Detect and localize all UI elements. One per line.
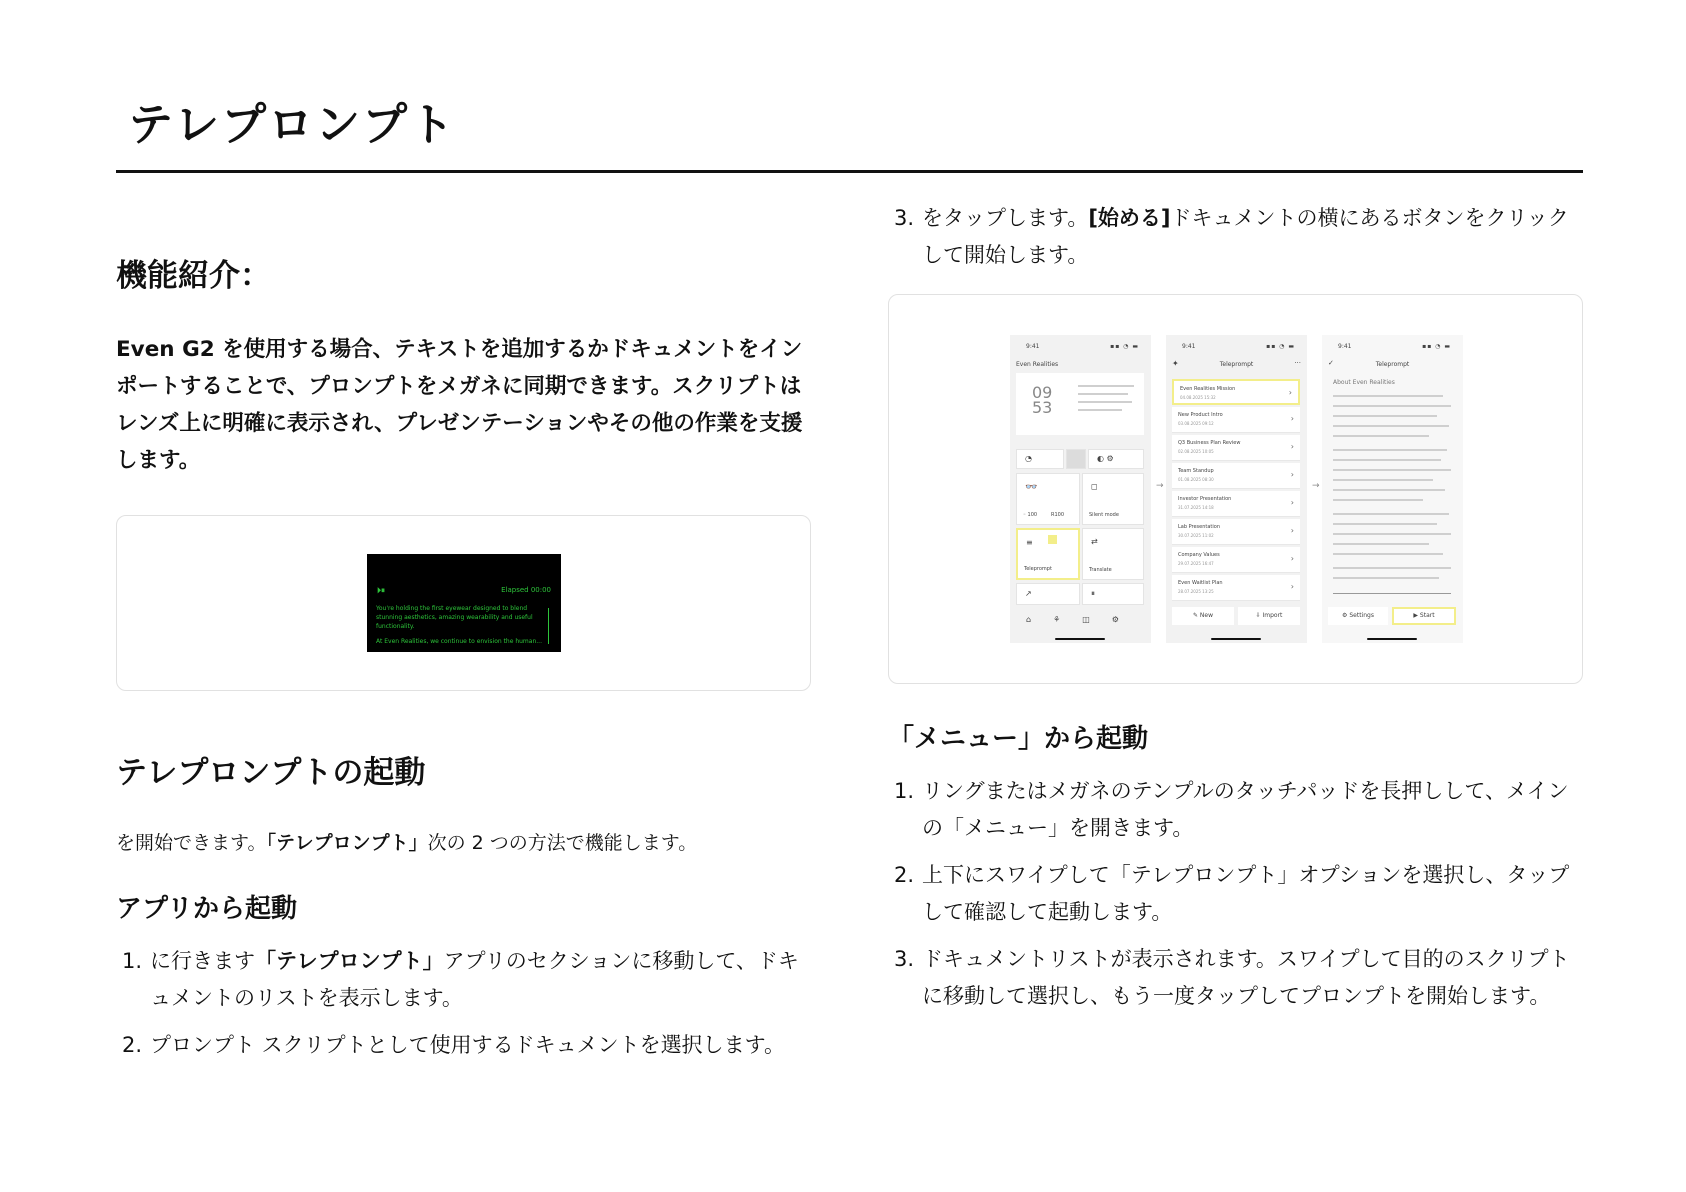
step-number: 2.	[894, 863, 915, 887]
clock-widget	[1016, 373, 1144, 435]
table-row[interactable]: Team Standup 01.08.2025 08:30 ›	[1172, 463, 1300, 489]
clock-minutes: 53	[1032, 398, 1053, 417]
step-text: プロンプト スクリプトとして使用するドキュメントを選択します。	[150, 1033, 785, 1057]
menu-steps-list	[888, 773, 1583, 1015]
feature-tile[interactable]	[1016, 583, 1080, 605]
step-number: 1.	[122, 949, 143, 973]
list-item	[888, 773, 1583, 847]
list-item	[116, 1027, 811, 1064]
app-launch-heading: アプリから起動	[116, 894, 297, 924]
bell-icon: ◻	[1091, 482, 1098, 491]
new-button[interactable]: ✎ New	[1172, 607, 1234, 625]
app-steps-continued	[888, 200, 1583, 274]
battery-right: R100	[1051, 512, 1065, 518]
start-button[interactable]: ▶ Start	[1392, 607, 1456, 625]
back-icon[interactable]: ✦	[1172, 359, 1179, 368]
page-title: テレプロンプト	[128, 98, 457, 151]
launch-heading: テレプロンプトの起動	[116, 755, 426, 791]
list-item	[116, 943, 811, 1017]
launch-intro-post: 次の 2 つの方法で機能します。	[427, 832, 698, 854]
audio-icon: ⏸	[1091, 589, 1095, 598]
chevron-right-icon: ›	[1290, 470, 1294, 479]
glass-teleprompt-display	[367, 554, 561, 652]
phone-document-view	[1322, 335, 1463, 643]
step-text: ドキュメントリストが表示されます。スワイプして目的のスクリプトに移動して選択し、もう一度タップしてプロンプトを開始します。	[922, 947, 1570, 1008]
launch-intro	[116, 828, 811, 858]
settings-button[interactable]: ⚙ Settings	[1328, 607, 1388, 625]
list-item	[888, 857, 1583, 931]
chevron-right-icon: ›	[1290, 582, 1294, 591]
home-indicator	[1055, 638, 1105, 640]
step-text: をタップします。	[922, 206, 1089, 230]
step-text: リングまたはメガネのテンプルのタッチパッドを長押しして、メインの「メニュー」を開きます。	[922, 779, 1569, 840]
glasses-tile[interactable]	[1016, 473, 1080, 525]
nav-icon: ↗	[1025, 589, 1032, 598]
elapsed-timer: Elapsed 00:00	[501, 586, 551, 594]
home-indicator	[1211, 638, 1261, 640]
title-divider	[116, 170, 1583, 173]
status-time: 9:41	[1026, 343, 1040, 350]
play-pause-icon: ⏵⏸	[377, 586, 385, 595]
list-item	[888, 941, 1583, 1015]
status-icons: ▪▪ ◔ ▬	[1110, 343, 1139, 350]
import-button[interactable]: ⇩ Import	[1238, 607, 1300, 625]
quick-toggle[interactable]	[1066, 449, 1086, 469]
silent-mode-tile[interactable]	[1082, 473, 1144, 525]
launch-intro-bold: 「テレプロンプト」	[266, 832, 428, 854]
chevron-right-icon: ›	[1290, 526, 1294, 535]
glasses-icon: 👓	[1025, 482, 1038, 493]
clock-hours: 09	[1032, 383, 1053, 402]
tile-label: Silent mode	[1089, 512, 1119, 518]
step-text: 上下にスワイプして「テレプロンプト」オプションを選択し、タップして確認して起動します。	[922, 863, 1570, 924]
chevron-right-icon: ›	[1290, 498, 1294, 507]
status-time: 9:41	[1182, 343, 1196, 350]
app-title: Even Realities	[1016, 361, 1059, 368]
step-number: 1.	[894, 779, 915, 803]
chevron-right-icon: ›	[1290, 442, 1294, 451]
step-bold: 「テレプロンプト」	[255, 949, 444, 973]
app-screens-card	[888, 294, 1583, 684]
translate-icon: ⇄	[1091, 537, 1098, 546]
table-row[interactable]: Lab Presentation 30.07.2025 11:02 ›	[1172, 519, 1300, 545]
battery-left: ◦ 100	[1023, 512, 1038, 518]
right-column	[888, 200, 1583, 1025]
step-text: アプリのセクションに移動して、ドキュメントのリストを表示します。	[150, 949, 799, 1010]
arrow-right-icon: →	[1156, 481, 1164, 491]
step-number: 3.	[894, 947, 915, 971]
feature-tile[interactable]	[1082, 583, 1144, 605]
step-number: 3.	[894, 206, 915, 230]
chevron-right-icon: ›	[1290, 414, 1294, 423]
quick-toggle[interactable]	[1088, 449, 1144, 469]
status-icons: ▪▪ ◔ ▬	[1422, 343, 1451, 350]
step-number: 2.	[122, 1033, 143, 1057]
more-icon[interactable]: ···	[1294, 359, 1301, 367]
speed-slider[interactable]	[1333, 593, 1451, 594]
table-row[interactable]: New Product Intro 03.08.2025 09:12 ›	[1172, 407, 1300, 433]
prompt-line-2: At Even Realities, we continue to envision the human...	[376, 638, 542, 645]
toggle-icon: ◔	[1025, 454, 1032, 463]
quick-toggle[interactable]	[1016, 449, 1064, 469]
table-row[interactable]: Q3 Business Plan Review 02.08.2025 10:05 ›	[1172, 435, 1300, 461]
screen-title: Teleprompt	[1375, 361, 1410, 368]
table-row[interactable]: Even Waitlist Plan 28.07.2025 13:25 ›	[1172, 575, 1300, 601]
chevron-right-icon: ›	[1288, 388, 1292, 397]
screen-title: Teleprompt	[1219, 361, 1254, 368]
tile-label: Teleprompt	[1024, 566, 1052, 572]
scroll-indicator	[548, 608, 549, 644]
phone-document-list	[1166, 335, 1307, 643]
step-bold: [始める]	[1088, 206, 1171, 230]
table-row[interactable]: Company Values 29.07.2025 16:47 ›	[1172, 547, 1300, 573]
menu-launch-heading: 「メニュー」から起動	[888, 724, 1149, 754]
status-time: 9:41	[1338, 343, 1352, 350]
features-body: Even G2 を使用する場合、テキストを追加するかドキュメントをインポートすることで、プロンプトをメガネに同期できます。スクリプトはレンズ上に明確に表示され、プレゼンテーションやその他の作業を支援します。	[116, 337, 803, 473]
chevron-right-icon: ›	[1290, 554, 1294, 563]
step-text: ドキュメントの横にあるボタンをクリックして開始します。	[922, 206, 1569, 267]
list-item	[888, 200, 1583, 274]
table-row[interactable]: Investor Presentation 31.07.2025 14:18 ›	[1172, 491, 1300, 517]
back-icon[interactable]: ✓	[1328, 359, 1334, 367]
launch-intro-pre: を開始できます。	[116, 832, 267, 854]
left-column	[116, 250, 811, 1074]
features-heading: 機能紹介：	[116, 258, 271, 294]
arrow-right-icon: →	[1312, 481, 1320, 491]
table-row[interactable]: Even Realities Mission 04.08.2025 15:32 ›	[1172, 379, 1300, 405]
glass-preview-card	[116, 515, 811, 691]
teleprompt-icon: ≡	[1026, 538, 1033, 547]
step-text: に行きます	[150, 949, 255, 973]
highlight-marker	[1048, 535, 1057, 544]
app-steps-list	[116, 943, 811, 1064]
prompt-line-1: You're holding the first eyewear designed to blend stunning aesthetics, amazing wearability and useful functionality.	[376, 605, 533, 630]
brightness-icon: ◐ ⚙	[1097, 454, 1114, 463]
document-title: About Even Realities	[1333, 379, 1395, 386]
translate-tile[interactable]	[1082, 528, 1144, 580]
phone-home-screen	[1010, 335, 1151, 643]
teleprompt-tile[interactable]	[1016, 528, 1080, 580]
tab-bar[interactable]: ⌂⚘◫⚙	[1026, 615, 1141, 624]
home-indicator	[1367, 638, 1417, 640]
status-icons: ▪▪ ◔ ▬	[1266, 343, 1295, 350]
tile-label: Translate	[1089, 567, 1112, 573]
